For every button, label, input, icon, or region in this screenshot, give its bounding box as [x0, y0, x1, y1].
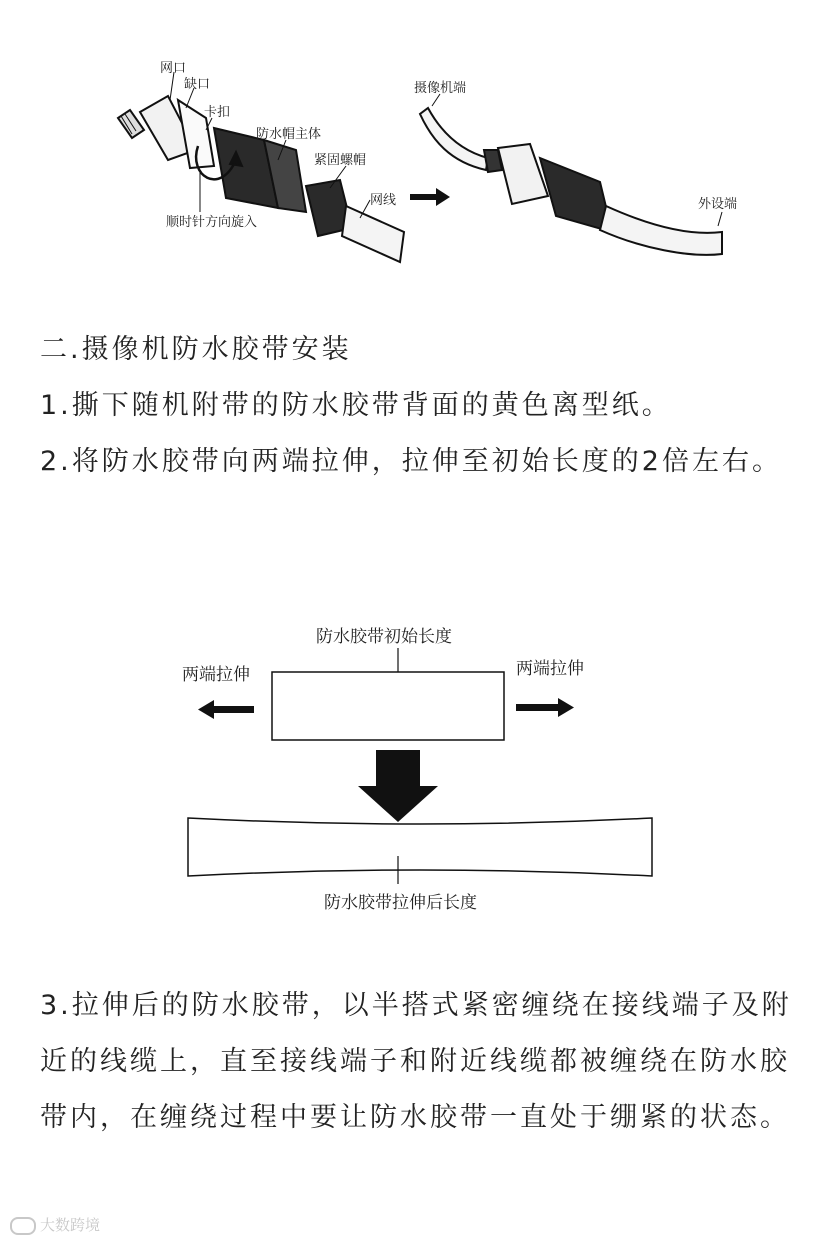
- label-camera-end: 摄像机端: [414, 81, 467, 96]
- arrow-right-icon: [410, 188, 450, 206]
- label-lock-nut: 紧固螺帽: [314, 153, 367, 168]
- label-rotate-clockwise: 顺时针方向旋入: [166, 215, 258, 230]
- label-stretch-left: 两端拉伸: [182, 665, 250, 685]
- step-1-text: 1.撕下随机附带的防水胶带背面的黄色离型纸。: [40, 390, 672, 421]
- label-clip: 卡扣: [204, 105, 231, 120]
- arrow-down-icon: [358, 750, 438, 822]
- assembled-unit-illustration: [420, 108, 722, 255]
- label-initial-length: 防水胶带初始长度: [316, 627, 452, 647]
- arrow-left-icon: [198, 700, 254, 719]
- label-notch: 缺口: [184, 77, 211, 92]
- label-cap-body: 防水帽主体: [256, 127, 322, 142]
- arrow-right-icon: [516, 698, 574, 717]
- label-stretched-length: 防水胶带拉伸后长度: [324, 893, 477, 913]
- initial-tape-rect: [272, 672, 504, 740]
- cap-assembly-diagram: [0, 40, 828, 290]
- label-peripheral-end: 外设端: [698, 197, 738, 212]
- tape-stretch-diagram: [0, 600, 828, 930]
- watermark-text: 大数跨境: [40, 1216, 101, 1234]
- label-mesh-port: 网口: [160, 61, 187, 76]
- label-stretch-right: 两端拉伸: [516, 659, 584, 679]
- watermark-logo-icon: [10, 1217, 36, 1235]
- section-heading: 二.摄像机防水胶带安装: [40, 334, 352, 365]
- step-3-text: 3.拉伸后的防水胶带，以半搭式紧密缠绕在接线端子及附近的线缆上，直至接线端子和附近线缆都被缠绕在防水胶带内，在缠绕过程中要让防水胶带一直处于绷紧的状态。: [40, 990, 792, 1133]
- connector-assembly-illustration: [118, 96, 404, 262]
- watermark: [10, 1214, 100, 1235]
- label-network-cable: 网线: [370, 193, 397, 208]
- stretched-tape-shape: [188, 818, 652, 876]
- step-2-text: 2.将防水胶带向两端拉伸，拉伸至初始长度的2倍左右。: [40, 446, 782, 477]
